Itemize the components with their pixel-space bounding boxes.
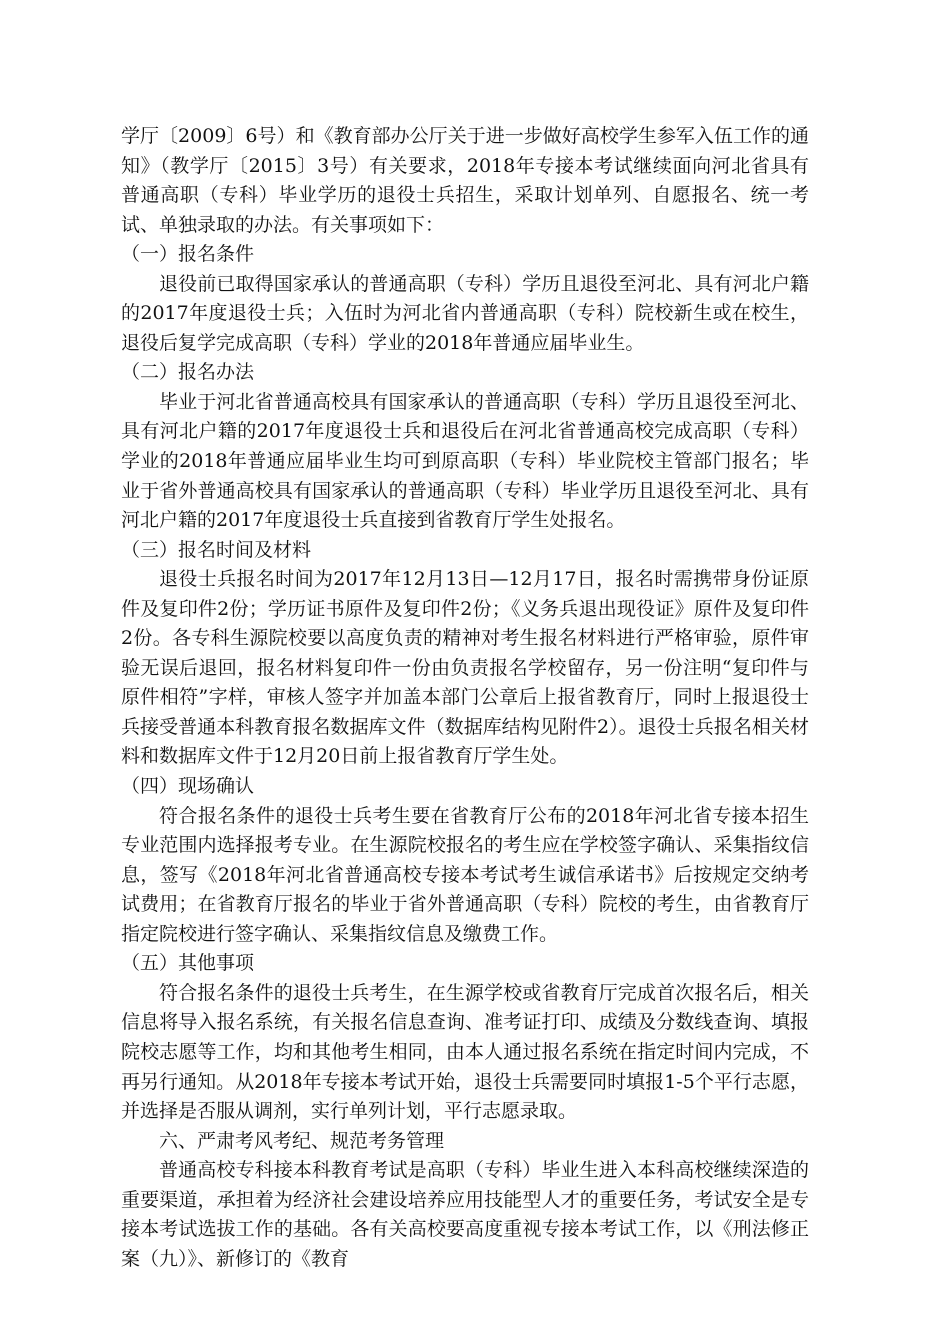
section-3-heading: （三）报名时间及材料 bbox=[121, 538, 312, 561]
section-1-heading: （一）报名条件 bbox=[121, 243, 255, 266]
section-4-body: 符合报名条件的退役士兵考生要在省教育厅公布的2018年河北省专接本招生专业范围内选择报考专业。在生源院校报名的考生应在学校签字确认、采集指纹信息，签写《2018年河北省普通高校专接本考试考生诚信承诺书》后按规定交纳考试费用；在省教育厅报名的毕业于省外普通高职（专科）院校的考生，由省教育厅指定院校进行签字确认、采集指纹信息及缴费工作。 bbox=[121, 804, 809, 945]
document-page bbox=[121, 122, 809, 1274]
section-4-heading: （四）现场确认 bbox=[121, 775, 255, 798]
section-1-body: 退役前已取得国家承认的普通高职（专科）学历且退役至河北、具有河北户籍的2017年度退役士兵；入伍时为河北省内普通高职（专科）院校新生或在校生，退役后复学完成高职（专科）学业的2018年普通应届毕业生。 bbox=[121, 272, 809, 354]
section-2-body: 毕业于河北省普通高校具有国家承认的普通高职（专科）学历且退役至河北、具有河北户籍的2017年度退役士兵和退役后在河北省普通高校完成高职（专科）学业的2018年普通应届毕业生均可到原高职（专科）毕业院校主管部门报名；毕业于省外普通高校具有国家承认的普通高职（专科）毕业学历且退役至河北、具有河北户籍的2017年度退役士兵直接到省教育厅学生处报名。 bbox=[121, 390, 809, 532]
section-3-body: 退役士兵报名时间为2017年12月13日—12月17日，报名时需携带身份证原件及复印件2份；学历证书原件及复印件2份；《义务兵退出现役证》原件及复印件2份。各专科生源院校要以高度负责的精神对考生报名材料进行严格审验，原件审验无误后退回，报名材料复印件一份由负责报名学校留存，另一份注明“复印件与原件相符”字样，审核人签字并加盖本部门公章后上报省教育厅，同时上报退役士兵接受普通本科教育报名数据库文件（数据库结构见附件2）。退役士兵报名相关材料和数据库文件于12月20日前上报省教育厅学生处。 bbox=[121, 568, 809, 768]
section-2-heading: （二）报名办法 bbox=[121, 361, 255, 384]
section-6-heading: 六、严肃考风考纪、规范考务管理 bbox=[159, 1129, 445, 1152]
intro-paragraph: 学厅〔2009〕6号）和《教育部办公厅关于进一步做好高校学生参军入伍工作的通知》（教学厅〔2015〕3号）有关要求，2018年专接本考试继续面向河北省具有普通高职（专科）毕业学历的退役士兵招生，采取计划单列、自愿报名、统一考试、单独录取的办法。有关事项如下： bbox=[121, 125, 809, 236]
section-5-heading: （五）其他事项 bbox=[121, 952, 255, 975]
section-5-body: 符合报名条件的退役士兵考生，在生源学校或省教育厅完成首次报名后，相关信息将导入报名系统，有关报名信息查询、准考证打印、成绩及分数线查询、填报院校志愿等工作，均和其他考生相同，由本人通过报名系统在指定时间内完成，不再另行通知。从2018年专接本考试开始，退役士兵需要同时填报1-5个平行志愿，并选择是否服从调剂，实行单列计划，平行志愿录取。 bbox=[121, 981, 809, 1123]
section-6-body: 普通高校专科接本科教育考试是高职（专科）毕业生进入本科高校继续深造的重要渠道，承担着为经济社会建设培养应用技能型人才的重要任务，考试安全是专接本考试选拔工作的基础。各有关高校要高度重视专接本考试工作，以《刑法修正案（九）》、新修订的《教育 bbox=[121, 1159, 809, 1270]
